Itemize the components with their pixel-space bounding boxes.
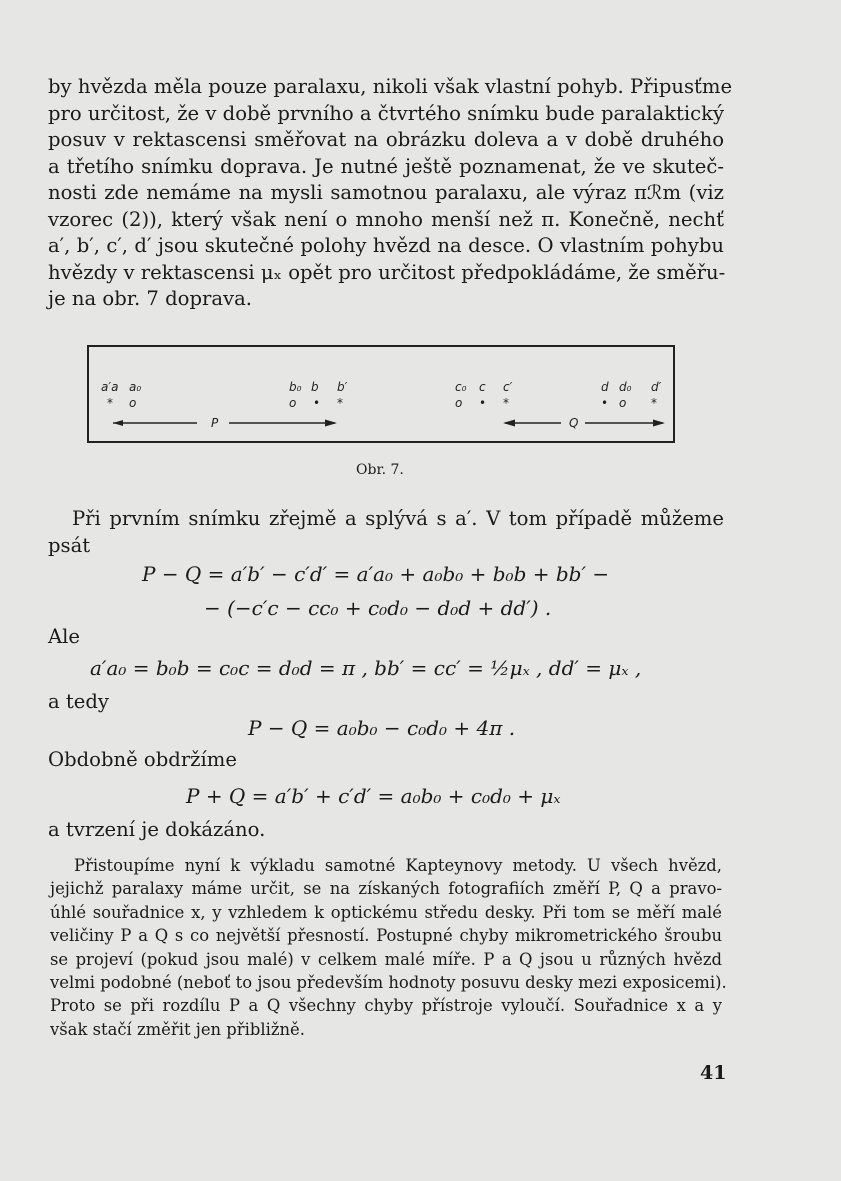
arrow-p	[113, 420, 337, 427]
label-a0: a₀	[129, 380, 142, 394]
label-d: d	[601, 380, 609, 394]
text-line: však stačí změřit jen přibližně.	[50, 1019, 305, 1039]
mark-d-prime: *	[651, 396, 657, 410]
text-line: Přistoupíme nyní k výkladu samotné Kapteynovy metody. U všech hvězd,	[74, 856, 722, 875]
word-tedy: a tedy	[48, 690, 109, 713]
text-line: veličiny P a Q s co největší přesností. Postupné chyby mikrometrického šroubu	[50, 926, 722, 946]
text-line: hvězdy v rektascensi μₓ opět pro určitost předpokládáme, že směřu-	[48, 260, 726, 284]
label-c: c	[479, 380, 486, 394]
text-line: vzorec (2)), který však není o mnoho menší než π. Konečně, nechť	[48, 207, 724, 231]
label-b: b	[311, 380, 319, 394]
label-c0: c₀	[455, 380, 467, 394]
mark-a-prime: *	[107, 396, 113, 410]
text-line: a třetího snímku doprava. Je nutné ještě poznamenat, že ve skuteč-	[48, 154, 724, 178]
text-line: jejichž paralaxy máme určit, se na získaných fotografiích změří P, Q a pravo-	[50, 879, 722, 899]
mark-c: •	[479, 396, 487, 410]
text-line: posuv v rektascensi směřovat na obrázku doleva a v době druhého	[48, 128, 724, 151]
equation-1-line-2: − (−c′c − cc₀ + c₀d₀ − d₀d + dd′) .	[204, 596, 552, 620]
arrow-q-label: Q	[569, 416, 579, 430]
mark-d: •	[601, 396, 609, 410]
small-paragraph	[50, 854, 727, 1041]
arrow-q	[503, 420, 665, 427]
paragraph-2	[48, 506, 724, 559]
label-d-prime: d′	[651, 380, 662, 394]
equation-2: a′a₀ = b₀b = c₀c = d₀d = π , bb′ = cc′ = ½μₓ , dd′ = μₓ ,	[90, 656, 642, 680]
equation-4: P + Q = a′b′ + c′d′ = a₀b₀ + c₀d₀ + μₓ	[186, 784, 561, 808]
text-line: nosti zde nemáme na mysli samotnou paralaxu, ale výraz πℛm (viz	[48, 181, 724, 204]
figure-7	[87, 345, 675, 443]
text-line: je na obr. 7 doprava.	[48, 287, 253, 310]
mark-a0: o	[129, 396, 137, 410]
word-ale: Ale	[48, 625, 81, 648]
word-obdobne: Obdobně obdržíme	[48, 748, 237, 771]
text-line: by hvězda měla pouze paralaxu, nikoli však vlastní pohyb. Připusťme	[48, 75, 733, 98]
label-b0: b₀	[289, 380, 302, 394]
word-tvrzeni: a tvrzení je dokázáno.	[48, 818, 266, 841]
equation-3: P − Q = a₀b₀ − c₀d₀ + 4π .	[248, 716, 516, 740]
label-b-prime: b′	[337, 380, 348, 394]
text-line: Při prvním snímku zřejmě a splývá s a′. V tom případě můžeme	[72, 507, 724, 530]
mark-b0: o	[289, 396, 297, 410]
text-line: se projeví (pokud jsou malé) v celkem malé míře. P a Q jsou u různých hvězd	[50, 949, 722, 969]
text-line: velmi podobné (neboť to jsou především hodnoty posuvu desky mezi exposicemi).	[50, 973, 727, 993]
text-line: pro určitost, že v době prvního a čtvrtého snímku bude paralaktický	[48, 101, 725, 125]
figure-caption: Obr. 7.	[356, 462, 404, 478]
page-number: 41	[700, 1062, 727, 1084]
text-line: Proto se při rozdílu P a Q všechny chyby přístroje vyloučí. Souřadnice x a y	[50, 996, 722, 1016]
text-line: úhlé souřadnice x, y vzhledem k optickému středu desky. Při tom se měří malé	[50, 902, 722, 922]
text-line: a′, b′, c′, d′ jsou skutečné polohy hvězd na desce. O vlastním pohybu	[48, 234, 724, 257]
mark-c0: o	[455, 396, 463, 410]
mark-b: •	[313, 396, 321, 410]
mark-b-prime: *	[337, 396, 343, 410]
top-paragraph	[48, 74, 733, 313]
equation-1-line-1: P − Q = a′b′ − c′d′ = a′a₀ + a₀b₀ + b₀b + bb′ −	[142, 562, 610, 586]
label-d0: d₀	[619, 380, 632, 394]
arrow-p-label: P	[211, 416, 219, 430]
label-c-prime: c′	[503, 380, 513, 394]
mark-c-prime: *	[503, 396, 509, 410]
mark-d0: o	[619, 396, 627, 410]
text-line: psát	[48, 533, 91, 557]
label-a-prime-a: a′a	[101, 380, 119, 394]
figure-diagram	[89, 347, 673, 441]
